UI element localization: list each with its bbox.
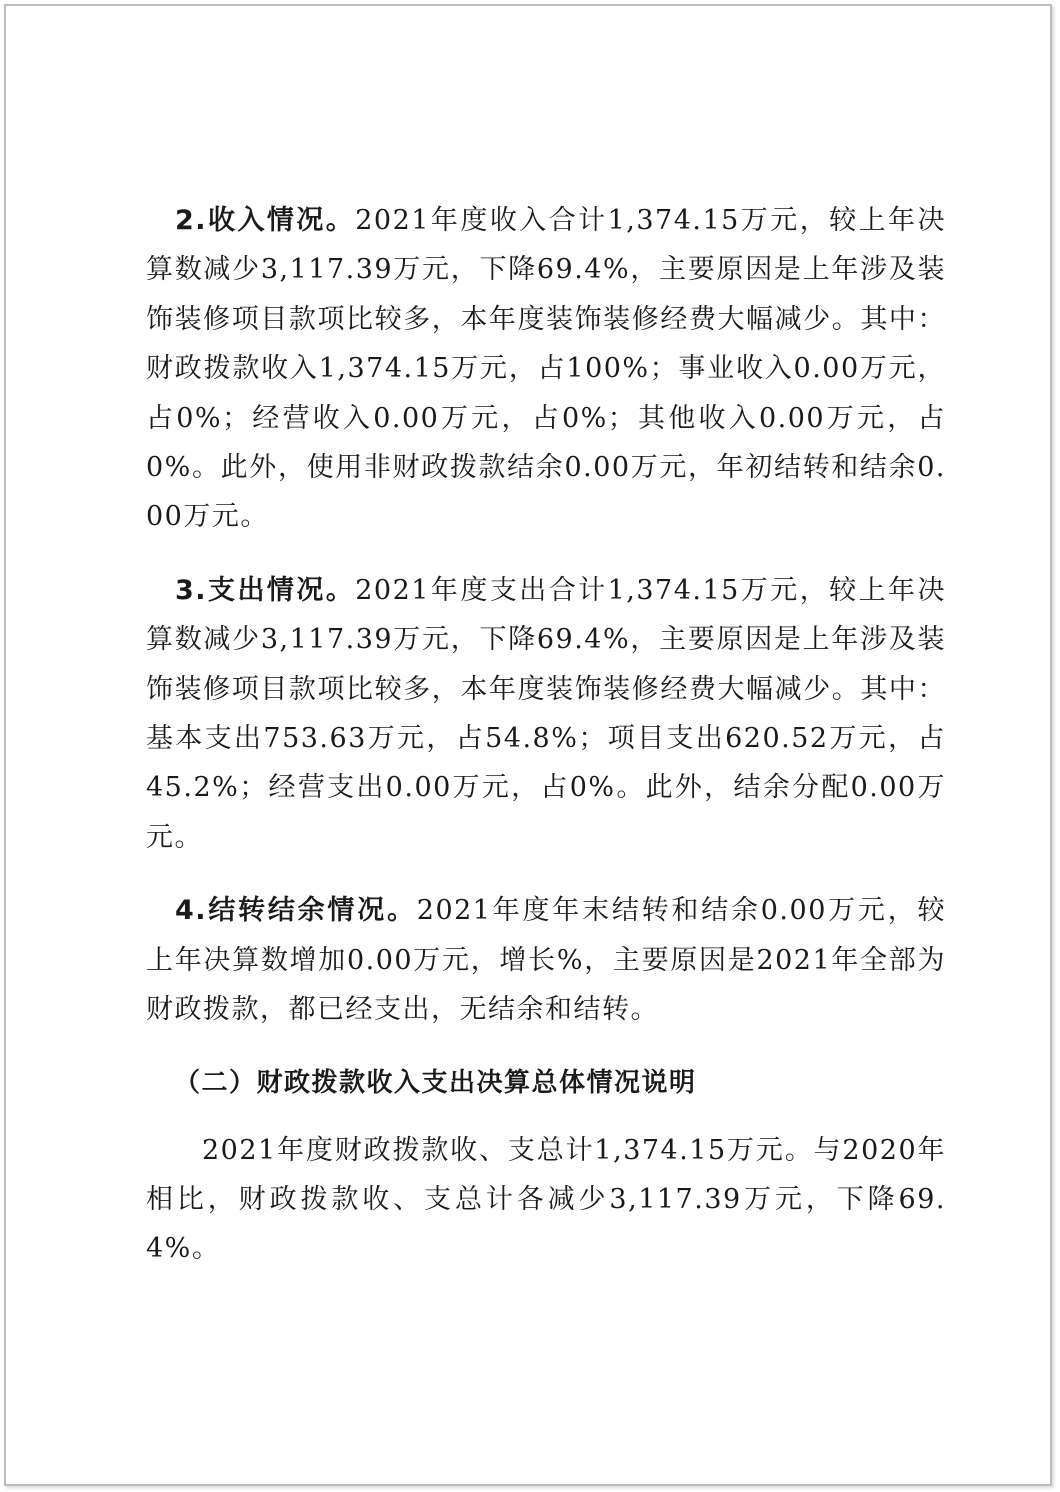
carryover-heading: 4.结转结余情况。 [175, 895, 417, 927]
income-heading: 2.收入情况。 [175, 205, 356, 236]
fiscal-summary-paragraph: 2021年度财政拨款收、支总计1,374.15万元。与2020年相比，财政拨款收、支总计各减少3,117.39万元，下降69.4%。 [146, 1134, 946, 1265]
expense-heading: 3.支出情况。 [175, 574, 356, 606]
income-text: 2021年度收入合计1,374.15万元，较上年决算数减少3,117.39万元，下降69.4%，主要原因是上年涉及装饰装修项目款项比较多，本年度装饰装修经费大幅减少。其中：财政拨款收入1,374.15万元，占100%；事业收入0.00万元，占0%；经营收入0.00万元，占0%；其他收入0.00万元，占0%。此外，使用非财政拨款结余0.00万元，年初结转和结余0.00万元。 [146, 205, 946, 533]
carryover-paragraph [146, 886, 946, 1034]
expense-paragraph [146, 566, 946, 862]
income-paragraph [146, 196, 946, 542]
page-content [146, 196, 946, 1274]
carryover-text: 2021年度年末结转和结余0.00万元，较上年决算数增加0.00万元，增长%，主要原因是2021年全部为财政拨款，都已经支出，无结余和结转。 [146, 895, 946, 1026]
section-heading: （二）财政拨款收入支出决算总体情况说明 [174, 1067, 697, 1098]
document-page [4, 4, 1052, 1486]
expense-text: 2021年度支出合计1,374.15万元，较上年决算数减少3,117.39万元，下降69.4%，主要原因是上年涉及装饰装修项目款项比较多，本年度装饰装修经费大幅减少。其中：基本支出753.63万元，占54.8%；项目支出620.52万元，占45.2%；经营支出0.00万元，占0%。此外，结余分配0.00万元。 [146, 574, 946, 853]
